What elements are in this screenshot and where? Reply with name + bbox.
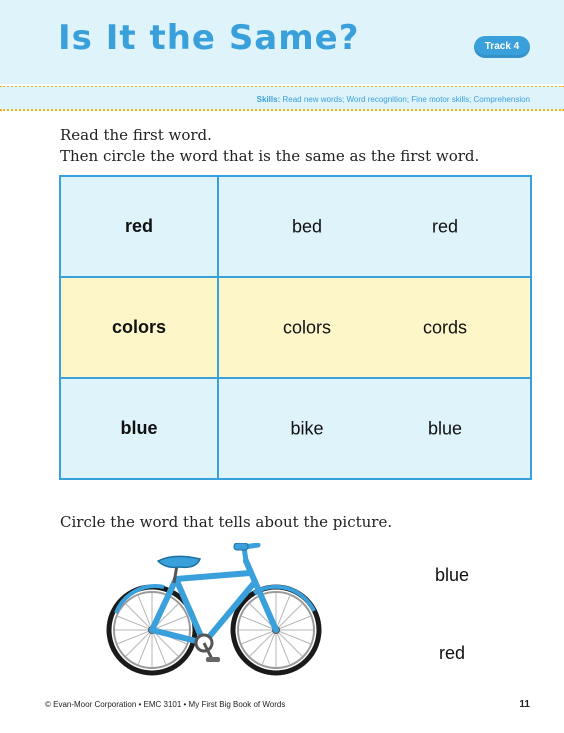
table-row: [60, 176, 531, 277]
bike-frame: [152, 561, 276, 643]
choice-word[interactable]: red: [431, 216, 459, 236]
table-row: [60, 378, 531, 479]
choices-cell: [218, 277, 531, 378]
footer-credit: © Evan-Moor Corporation • EMC 3101 • My First Big Book of Words: [45, 700, 286, 709]
table-row: [60, 277, 531, 378]
picture-choice-word[interactable]: red: [439, 643, 466, 663]
instruction-line-2: Then circle the word that is the same as the first word.: [60, 147, 480, 165]
instruction-line-1: Read the first word.: [60, 126, 212, 144]
page-title: Is It the Same?: [58, 18, 360, 58]
bicycle-icon: [104, 543, 324, 683]
cue-word: blue: [60, 378, 218, 479]
word-match-table: [59, 175, 532, 480]
choice-word[interactable]: bed: [291, 216, 323, 236]
track-badge: Track 4: [474, 36, 530, 58]
picture-choice-word[interactable]: blue: [435, 565, 470, 585]
skills-label: Skills:: [256, 95, 281, 104]
choice-word[interactable]: colors: [282, 317, 332, 337]
choice-word[interactable]: cords: [422, 317, 468, 337]
choice-word[interactable]: blue: [427, 418, 463, 438]
skills-line: [257, 95, 530, 104]
choices-cell: [218, 176, 531, 277]
cue-word: red: [60, 176, 218, 277]
picture-instruction: Circle the word that tells about the picture.: [60, 513, 393, 531]
bike-seat: [158, 556, 200, 567]
skills-text: Read new words; Word recognition; Fine motor skills; Comprehension: [282, 95, 530, 104]
dotted-divider-bottom: [0, 109, 564, 111]
page-number: 11: [519, 699, 530, 710]
choices-cell: [218, 378, 531, 479]
choice-word[interactable]: bike: [290, 418, 324, 438]
cue-word: colors: [60, 277, 218, 378]
